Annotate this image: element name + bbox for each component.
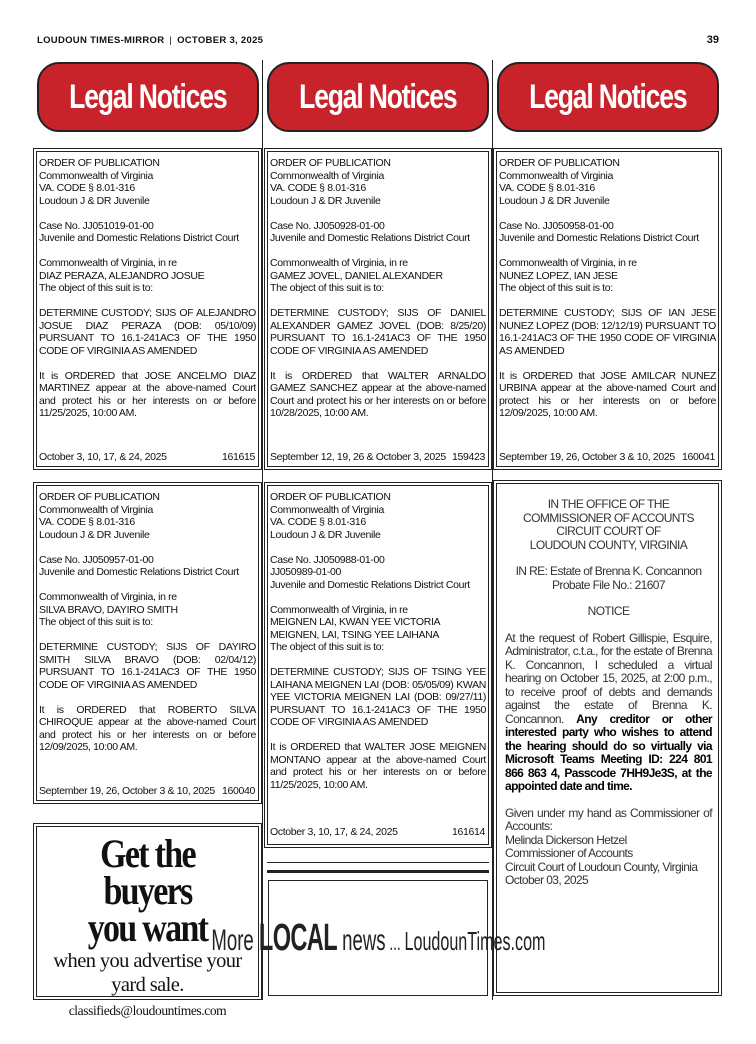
object-line: The object of this suit is to:	[39, 616, 153, 628]
order-text: It is ORDERED that JOSE AMILCAR NUNEZ URBINA appear at the above-named Court and protect his or her interests on or before 12/09/2025, 10:00 AM.	[499, 369, 716, 419]
notice-line: Loudoun J & DR Juvenile	[39, 528, 150, 541]
ad-number: 160041	[682, 450, 715, 463]
court-name: Juvenile and Domestic Relations District Court	[270, 578, 470, 591]
notice-body-bold: Any creditor or other interested party who wishes to attend the hearing should do so virtually via Microsoft Teams Meeting ID: 224 801 866 863 4, Passcode 7HH9Je3S, at the appointed date and time.	[505, 711, 713, 793]
ad-headline: you want	[87, 905, 208, 950]
yard-sale-ad	[36, 826, 259, 1018]
ad-number: 159423	[452, 450, 485, 463]
ad-number: 161615	[222, 450, 255, 463]
in-re-line: Commonwealth of Virginia, in re	[270, 257, 408, 269]
object-line: The object of this suit is to:	[270, 282, 384, 294]
ad-dots: ...	[385, 929, 405, 955]
order-text: It is ORDERED that ROBERTO SILVA CHIROQUE appear at the above-named Court and protect his or her interests on or before 12/09/2025, 10:00 AM.	[39, 703, 256, 753]
order-of-publication-notice	[36, 485, 259, 801]
order-of-publication-notice	[496, 151, 719, 467]
ad-number: 161614	[452, 825, 485, 838]
notice-line: Commonwealth of Virginia	[39, 503, 153, 516]
column-rule-2	[492, 60, 493, 1000]
office-heading: COMMISSIONER OF ACCOUNTS	[523, 510, 694, 525]
notice-line: VA. CODE § 8.01-316	[270, 516, 366, 528]
publication-name: LOUDOUN TIMES-MIRROR	[37, 35, 165, 46]
publication-line	[37, 35, 263, 46]
ad-more: More	[210, 923, 259, 957]
office-heading: CIRCUIT COURT OF	[556, 524, 661, 538]
determine-text: DETERMINE CUSTODY; SIJS OF ALEJANDRO JOSUE DIAZ PERAZA (DOB: 05/10/09) PURSUANT TO 16.1-241AC3 OF THE 1950 CODE OF VIRGINIA AS AMENDED	[39, 307, 256, 357]
ad-local: LOCAL	[258, 916, 337, 959]
office-heading: LOUDOUN COUNTY, VIRGINIA	[529, 537, 688, 552]
estate-line: IN RE: Estate of Brenna K. Concannon	[515, 564, 702, 578]
notice-heading: NOTICE	[587, 604, 630, 618]
notice-line: Loudoun J & DR Juvenile	[270, 528, 381, 541]
ad-tagline: when you advertise your yard sale.	[53, 950, 242, 996]
notice-title: ORDER OF PUBLICATION	[39, 157, 160, 169]
publication-dates: October 3, 10, 17, & 24, 2025	[39, 450, 167, 463]
notice-body	[505, 632, 712, 794]
object-line: The object of this suit is to:	[499, 282, 613, 294]
order-of-publication-notice	[36, 151, 259, 467]
page-number: 39	[706, 34, 719, 46]
issue-date: OCTOBER 3, 2025	[177, 35, 264, 46]
case-number: Case No. JJ051019-01-00	[39, 219, 154, 232]
notice-line: Loudoun J & DR Juvenile	[270, 194, 381, 207]
banner-title: Legal Notices	[529, 77, 687, 116]
notice-title: ORDER OF PUBLICATION	[270, 157, 391, 169]
order-of-publication-notice	[267, 485, 489, 845]
ad-headline: Get the buyers	[100, 831, 195, 913]
notice-title: ORDER OF PUBLICATION	[499, 157, 620, 169]
publication-dates: September 12, 19, 26 & October 3, 2025	[270, 450, 446, 463]
court-name: Juvenile and Domestic Relations District Court	[39, 232, 239, 244]
ad-website[interactable]: LoudounTimes.com	[404, 925, 546, 956]
ad-email[interactable]: classifieds@loudountimes.com	[68, 1003, 227, 1018]
banner-title: Legal Notices	[299, 77, 457, 116]
notice-line: Commonwealth of Virginia	[270, 503, 384, 516]
party-name: DIAZ PERAZA, ALEJANDRO JOSUE	[39, 269, 205, 282]
header-separator: |	[169, 35, 173, 46]
determine-text: DETERMINE CUSTODY; SIJS OF DAYIRO SMITH SILVA BRAVO (DOB: 02/04/12) PURSUANT TO 16.1-241AC3 OF THE 1950 CODE OF VIRGINIA AS AMENDED	[39, 641, 256, 691]
notice-footer	[39, 451, 255, 464]
column-rule-1	[262, 60, 263, 1000]
party-name: MEIGNEN LAI, KWAN YEE VICTORIA	[270, 616, 441, 628]
case-number: Case No. JJ050958-01-00	[499, 219, 614, 232]
court-name: Juvenile and Domestic Relations District Court	[39, 566, 239, 578]
office-heading: IN THE OFFICE OF THE	[547, 497, 670, 511]
notice-line: Loudoun J & DR Juvenile	[499, 194, 610, 207]
object-line: The object of this suit is to:	[270, 641, 384, 653]
notice-line: Commonwealth of Virginia	[39, 169, 153, 182]
notice-body-text: At the request of Robert Gillispie, Esquire, Administrator, c.t.a., for the estate of Brenna K. Concannon, I scheduled a virtual hearing on October 15, 2025, at 2:00 p.m., to receive proof of debts and demands against the estate of Brenna K. Concannon.	[505, 630, 712, 726]
notice-footer	[39, 785, 255, 798]
case-number: Case No. JJ050957-01-00	[39, 553, 154, 566]
order-text: It is ORDERED that WALTER JOSE MEIGNEN MONTANO appear at the above-named Court and protect his or her interests on or before 11/25/2025, 10:00 AM.	[270, 741, 486, 791]
notice-footer	[270, 826, 485, 839]
signature-court: Circuit Court of Loudoun County, Virginia	[505, 859, 698, 874]
legal-notices-banner-3	[497, 62, 719, 132]
given-line: Given under my hand as Commissioner of Accounts:	[505, 805, 712, 833]
court-name: Juvenile and Domestic Relations District Court	[499, 232, 699, 244]
case-number: Case No. JJ050928-01-00	[270, 219, 385, 232]
ad-number: 160040	[222, 784, 255, 797]
determine-text: DETERMINE CUSTODY; SIJS OF IAN JESE NUNEZ LOPEZ (DOB: 12/12/19) PURSUANT TO 16.1-241AC3 OF THE 1950 CODE OF VIRGINIA AS AMENDED	[499, 307, 716, 357]
signature-title: Commissioner of Accounts	[505, 846, 633, 860]
party-name: SILVA BRAVO, DAYIRO SMITH	[39, 603, 178, 616]
notice-footer	[270, 451, 485, 464]
signature-name: Melinda Dickerson Hetzel	[505, 832, 627, 847]
case-number: Case No. JJ050988-01-00	[270, 553, 385, 566]
banner-title: Legal Notices	[69, 77, 227, 116]
local-news-ad[interactable]	[210, 880, 546, 996]
divider-rule	[267, 862, 489, 863]
in-re-line: Commonwealth of Virginia, in re	[270, 603, 408, 616]
notice-line: VA. CODE § 8.01-316	[499, 182, 595, 194]
determine-text: DETERMINE CUSTODY; SIJS OF TSING YEE LAIHANA MEIGNEN LAI (DOB: 05/05/09) KWAN YEE VICTORIA MEIGNEN LAI (DOB: 09/27/11) PURSUANT TO 16.1-241AC3 OF THE 1950 CODE OF VIRGINIA AS AMENDED	[270, 666, 486, 728]
notice-footer	[499, 451, 715, 464]
notice-line: Commonwealth of Virginia	[499, 169, 613, 182]
publication-dates: September 19, 26, October 3 & 10, 2025	[39, 784, 215, 797]
publication-dates: September 19, 26, October 3 & 10, 2025	[499, 450, 675, 463]
object-line: The object of this suit is to:	[39, 282, 153, 294]
legal-notices-banner-2	[267, 62, 489, 132]
party-name: NUNEZ LOPEZ, IAN JESE	[499, 269, 618, 282]
court-name: Juvenile and Domestic Relations District Court	[270, 232, 470, 244]
ad-news: news	[336, 923, 386, 957]
case-number: JJ050989-01-00	[270, 566, 341, 578]
publication-dates: October 3, 10, 17, & 24, 2025	[270, 825, 398, 838]
notice-line: VA. CODE § 8.01-316	[270, 182, 366, 194]
page-header	[37, 35, 719, 49]
party-name: GAMEZ JOVEL, DANIEL ALEXANDER	[270, 269, 443, 282]
notice-title: ORDER OF PUBLICATION	[39, 491, 160, 503]
order-text: It is ORDERED that WALTER ARNALDO GAMEZ SANCHEZ appear at the above-named Court and protect his or her interests on or before 10/28/2025, 10:00 AM.	[270, 369, 486, 419]
order-of-publication-notice	[267, 151, 489, 467]
probate-file: Probate File No.: 21607	[552, 577, 665, 592]
in-re-line: Commonwealth of Virginia, in re	[39, 591, 177, 603]
in-re-line: Commonwealth of Virginia, in re	[39, 257, 177, 269]
order-text: It is ORDERED that JOSE ANCELMO DIAZ MARTINEZ appear at the above-named Court and protect his or her interests on or before 11/25/2025, 10:00 AM.	[39, 369, 256, 419]
notice-line: Commonwealth of Virginia	[270, 169, 384, 182]
determine-text: DETERMINE CUSTODY; SIJS OF DANIEL ALEXANDER GAMEZ JOVEL (DOB: 8/25/20) PURSUANT TO 16.1-241AC3 OF THE 1950 CODE OF VIRGINIA AS AMENDED	[270, 307, 486, 357]
notice-line: Loudoun J & DR Juvenile	[39, 194, 150, 207]
party-name: MEIGNEN, LAI, TSING YEE LAIHANA	[270, 628, 440, 641]
legal-notices-banner-1	[37, 62, 259, 132]
signature-date: October 03, 2025	[505, 873, 589, 887]
divider-rule	[267, 870, 489, 873]
notice-line: VA. CODE § 8.01-316	[39, 182, 135, 194]
in-re-line: Commonwealth of Virginia, in re	[499, 257, 637, 269]
notice-title: ORDER OF PUBLICATION	[270, 491, 391, 503]
notice-line: VA. CODE § 8.01-316	[39, 516, 135, 528]
